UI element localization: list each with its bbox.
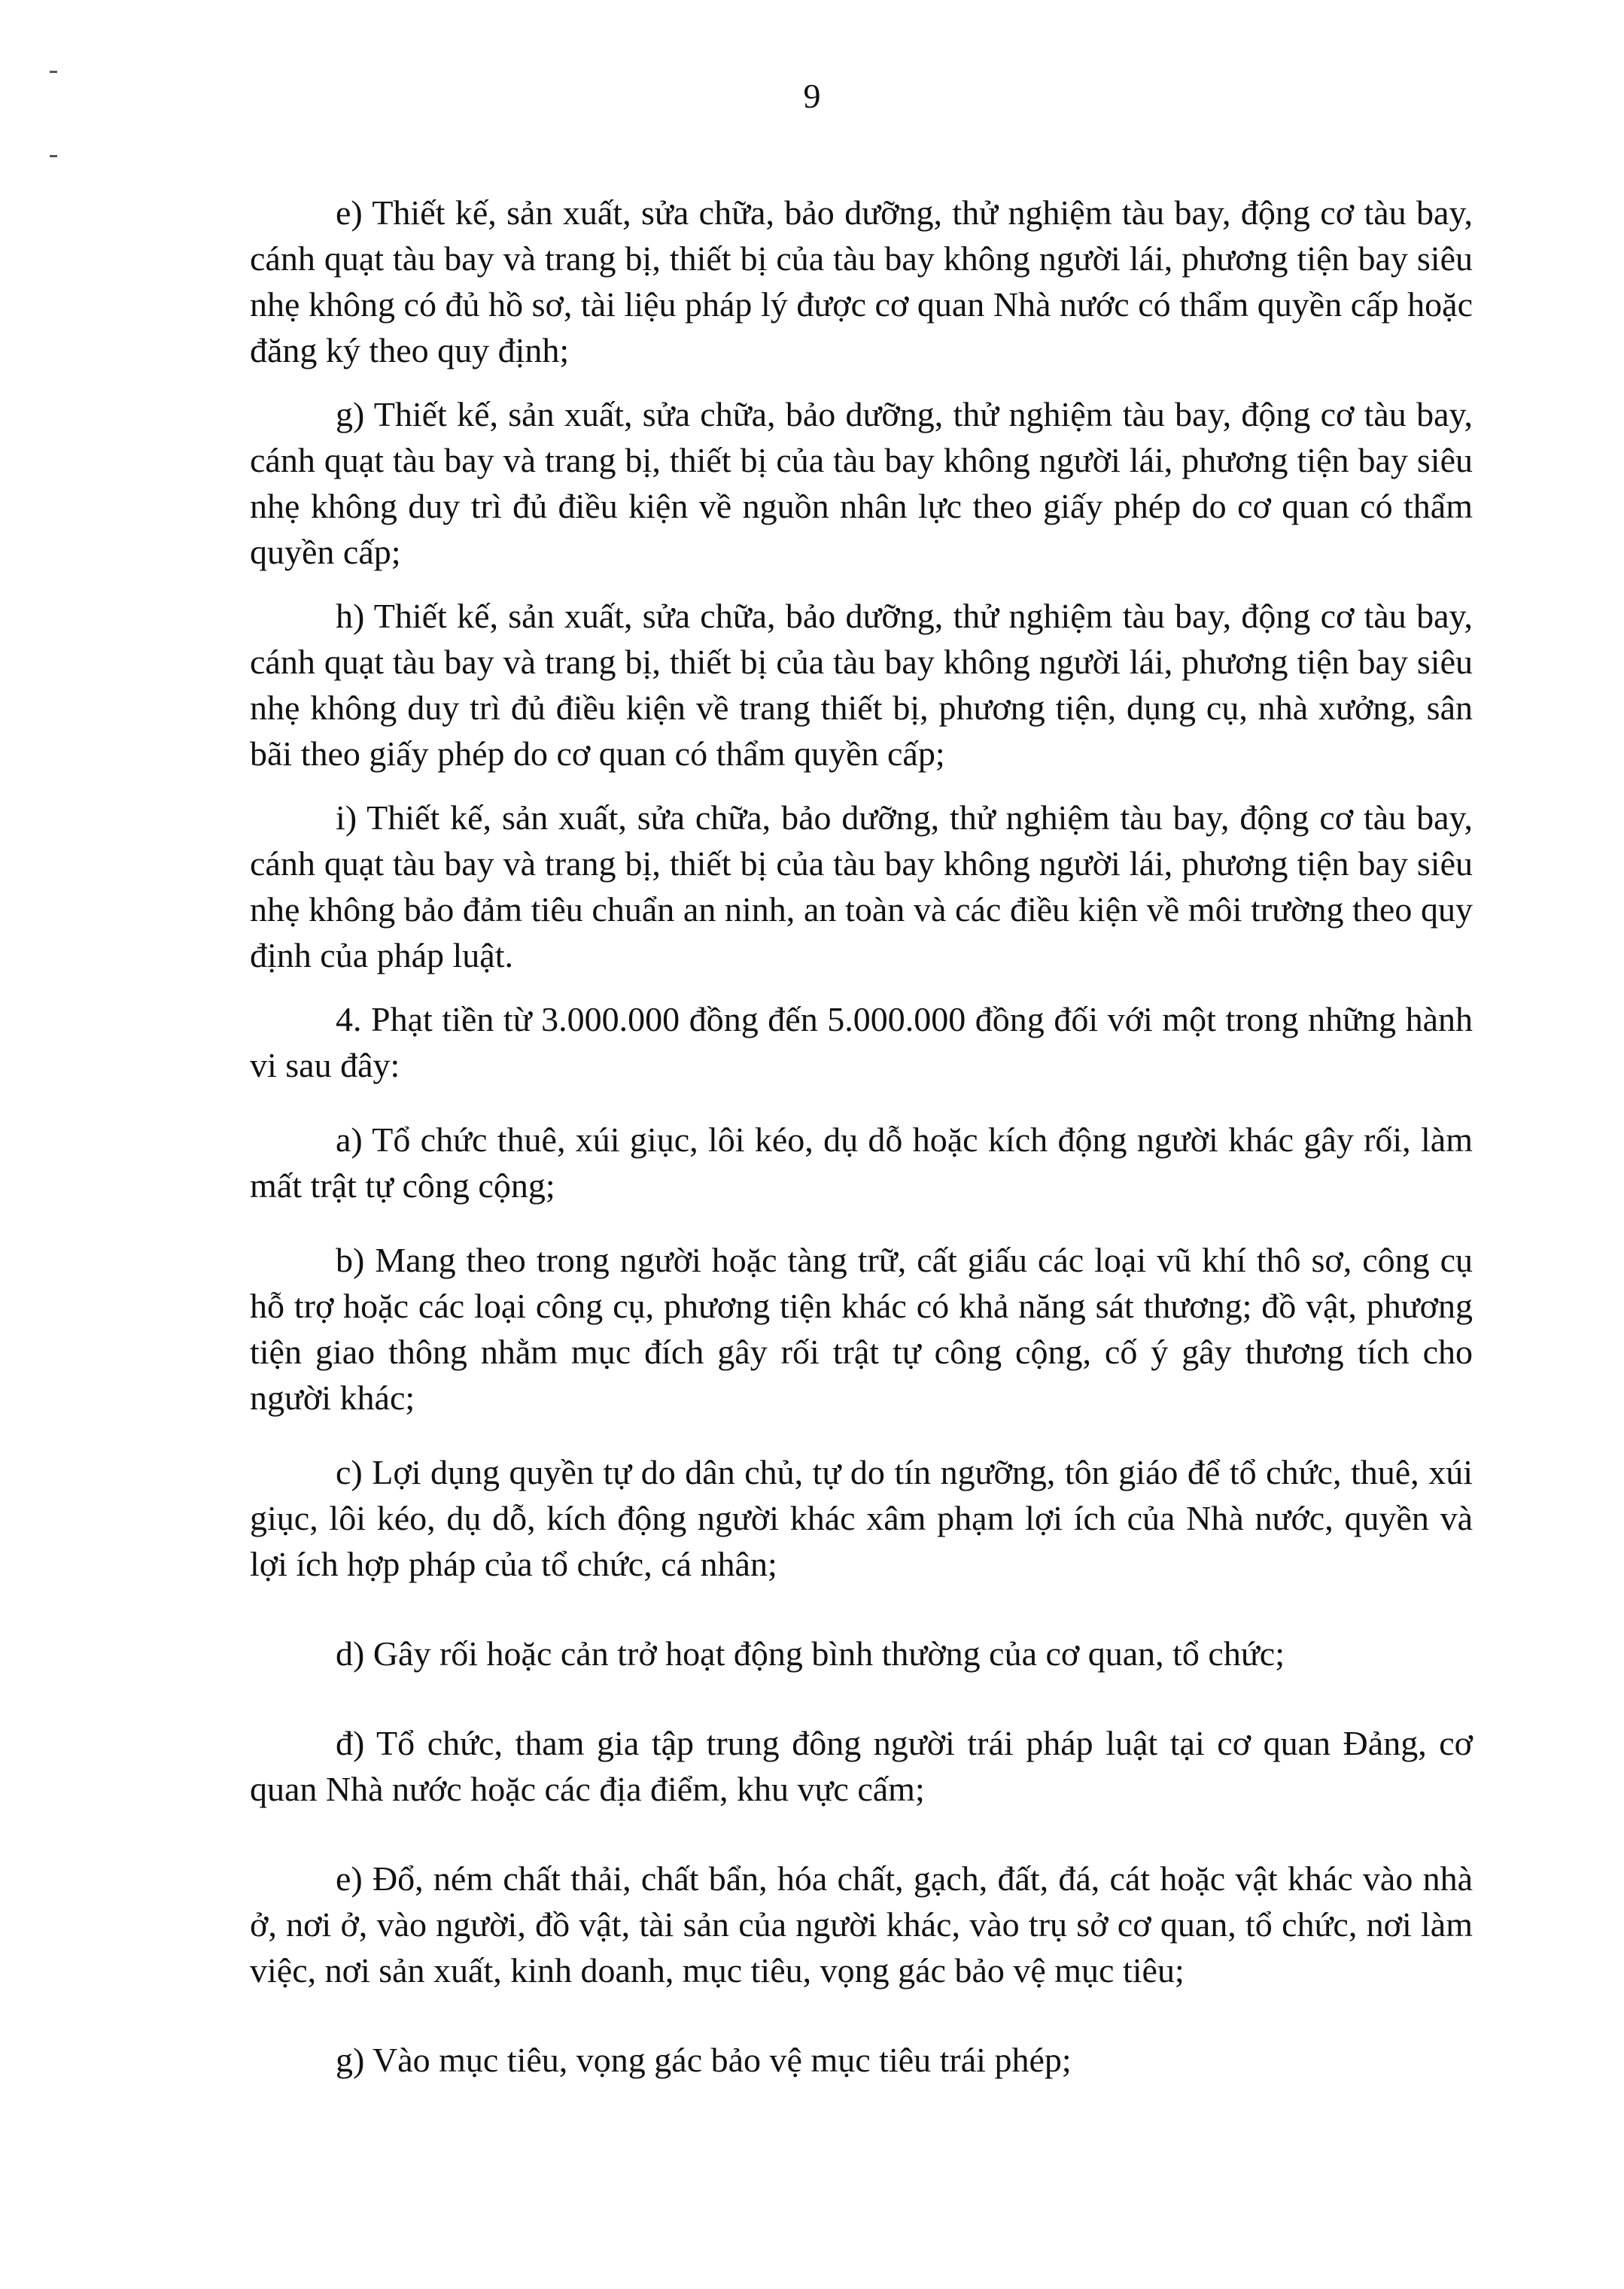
scan-margin-mark <box>50 71 57 73</box>
paragraph-clause-4g: g) Vào mục tiêu, vọng gác bảo vệ mục tiêu trái phép; <box>336 2041 1072 2079</box>
paragraph-clause-3h: h) Thiết kế, sản xuất, sửa chữa, bảo dưỡng, thử nghiệm tàu bay, động cơ tàu bay, cánh quạt tàu bay và trang bị, thiết bị của tàu bay không người lái, phương tiện bay siêu nhẹ không duy trì đủ điều kiện về trang thiết bị, phương tiện, dụng cụ, nhà xưởng, sân bãi theo giấy phép do cơ quan có thẩm quyền cấp; <box>250 597 1473 773</box>
paragraph-clause-3e: e) Thiết kế, sản xuất, sửa chữa, bảo dưỡng, thử nghiệm tàu bay, động cơ tàu bay, cánh quạt tàu bay và trang bị, thiết bị của tàu bay không người lái, phương tiện bay siêu nhẹ không có đủ hồ sơ, tài liệu pháp lý được cơ quan Nhà nước có thẩm quyền cấp hoặc đăng ký theo quy định; <box>250 193 1473 369</box>
paragraph-clause-4a: a) Tổ chức thuê, xúi giục, lôi kéo, dụ dỗ hoặc kích động người khác gây rối, làm mất trật tự công cộng; <box>250 1120 1473 1205</box>
paragraph-clause-4dd: đ) Tổ chức, tham gia tập trung đông người trái pháp luật tại cơ quan Đảng, cơ quan Nhà nước hoặc các địa điểm, khu vực cấm; <box>250 1724 1473 1808</box>
page-number: 9 <box>803 77 821 115</box>
document-body <box>250 190 1473 2101</box>
paragraph-clause-4d: d) Gây rối hoặc cản trở hoạt động bình thường của cơ quan, tổ chức; <box>336 1634 1285 1673</box>
scan-margin-mark <box>50 155 57 157</box>
paragraph-section-4: 4. Phạt tiền từ 3.000.000 đồng đến 5.000.000 đồng đối với một trong những hành vi sau đây: <box>250 1000 1473 1084</box>
paragraph-clause-4c: c) Lợi dụng quyền tự do dân chủ, tự do tín ngưỡng, tôn giáo để tổ chức, thuê, xúi giục, lôi kéo, dụ dỗ, kích động người khác xâm phạm lợi ích của Nhà nước, quyền và lợi ích hợp pháp của tổ chức, cá nhân; <box>250 1453 1473 1583</box>
paragraph-clause-3i: i) Thiết kế, sản xuất, sửa chữa, bảo dưỡng, thử nghiệm tàu bay, động cơ tàu bay, cánh quạt tàu bay và trang bị, thiết bị của tàu bay không người lái, phương tiện bay siêu nhẹ không bảo đảm tiêu chuẩn an ninh, an toàn và các điều kiện về môi trường theo quy định của pháp luật. <box>250 798 1473 974</box>
paragraph-clause-4e: e) Đổ, ném chất thải, chất bẩn, hóa chất, gạch, đất, đá, cát hoặc vật khác vào nhà ở, nơi ở, vào người, đồ vật, tài sản của người khác, vào trụ sở cơ quan, tổ chức, nơi làm việc, nơi sản xuất, kinh doanh, mục tiêu, vọng gác bảo vệ mục tiêu; <box>250 1859 1473 1990</box>
paragraph-clause-4b: b) Mang theo trong người hoặc tàng trữ, cất giấu các loại vũ khí thô sơ, công cụ hỗ trợ hoặc các loại công cụ, phương tiện khác có khả năng sát thương; đồ vật, phương tiện giao thông nhằm mục đích gây rối trật tự công cộng, cố ý gây thương tích cho người khác; <box>250 1241 1473 1417</box>
paragraph-clause-3g: g) Thiết kế, sản xuất, sửa chữa, bảo dưỡng, thử nghiệm tàu bay, động cơ tàu bay, cánh quạt tàu bay và trang bị, thiết bị của tàu bay không người lái, phương tiện bay siêu nhẹ không duy trì đủ điều kiện về nguồn nhân lực theo giấy phép do cơ quan có thẩm quyền cấp; <box>250 395 1473 571</box>
